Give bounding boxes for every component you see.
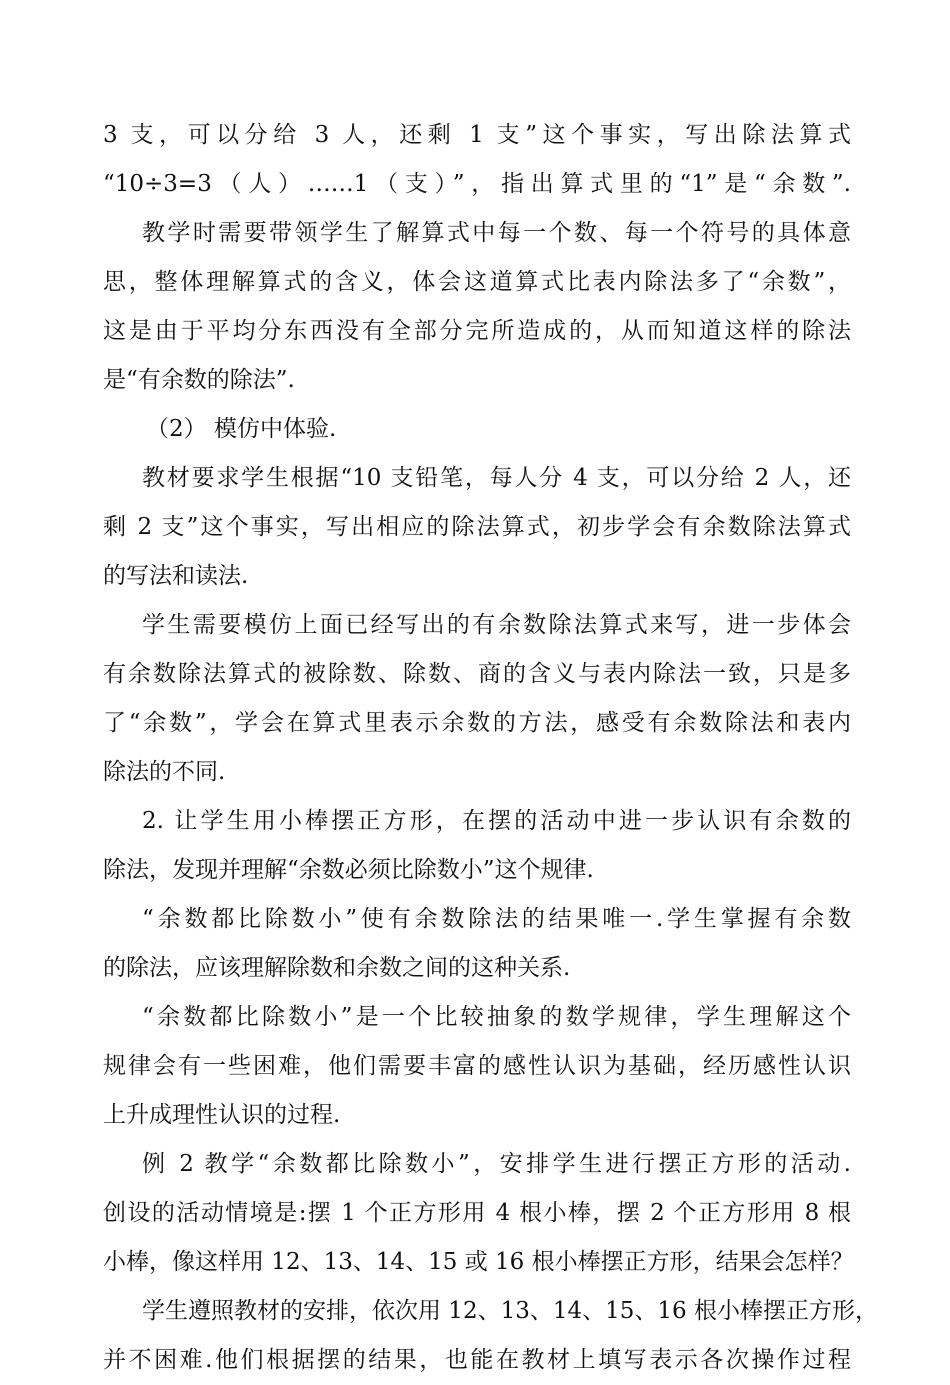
text-line: 这是由于平均分东西没有全部分完所造成的，从而知道这样的除法	[103, 318, 851, 344]
section-heading: （2） 模仿中体验.	[146, 416, 337, 442]
text-line: 上升成理性认识的过程.	[103, 1102, 341, 1128]
text-line: 有余数除法算式的被除数、除数、商的含义与表内除法一致，只是多	[103, 661, 851, 687]
text-line: 学生需要模仿上面已经写出的有余数除法算式来写，进一步体会	[142, 612, 851, 638]
text-line: 学生遵照教材的安排，依次用 12、13、14、15、16 根小棒摆正方形，	[142, 1298, 878, 1324]
text-line: 创设的活动情境是:摆 1 个正方形用 4 根小棒，摆 2 个正方形用 8 根	[103, 1200, 851, 1226]
text-line: 除法的不同.	[103, 759, 226, 785]
numbered-item: 2. 让学生用小棒摆正方形，在摆的活动中进一步认识有余数的	[142, 808, 851, 834]
text-line: 教学时需要带领学生了解算式中每一个数、每一个符号的具体意	[142, 220, 851, 246]
text-line: 除法，发现并理解“余数必须比除数小”这个规律.	[103, 857, 594, 883]
text-line: 例 2 教学“余数都比除数小”，安排学生进行摆正方形的活动.	[142, 1151, 851, 1177]
text-line: 的除法，应该理解除数和余数之间的这种关系.	[103, 955, 571, 981]
text-line: “余数都比除数小”使有余数除法的结果唯一.学生掌握有余数	[142, 906, 851, 932]
text-line: 规律会有一些困难，他们需要丰富的感性认识为基础，经历感性认识	[103, 1053, 851, 1079]
text-line: 剩 2 支”这个事实，写出相应的除法算式，初步学会有余数除法算式	[103, 514, 851, 540]
text-line: “余数都比除数小”是一个比较抽象的数学规律，学生理解这个	[142, 1004, 851, 1030]
text-line: 教材要求学生根据“10 支铅笔，每人分 4 支，可以分给 2 人，还	[142, 465, 851, 491]
text-line: 是“有余数的除法”.	[103, 367, 295, 393]
text-line: 了“余数”，学会在算式里表示余数的方法，感受有余数除法和表内	[103, 710, 851, 736]
text-line: 的写法和读法.	[103, 563, 249, 589]
text-line: 3 支，可以分给 3 人，还剩 1 支”这个事实，写出除法算式	[103, 122, 851, 148]
text-line: 思，整体理解算式的含义，体会这道算式比表内除法多了“余数”，	[103, 269, 851, 295]
text-line: “10÷3=3（人）……1（支）”，指出算式里的“1”是“余数”.	[103, 171, 851, 197]
text-line: 小棒，像这样用 12、13、14、15 或 16 根小棒摆正方形，结果会怎样？	[103, 1249, 854, 1275]
body-text	[103, 111, 878, 1385]
text-line: 并不困难.他们根据摆的结果，也能在教材上填写表示各次操作过程	[103, 1347, 851, 1373]
